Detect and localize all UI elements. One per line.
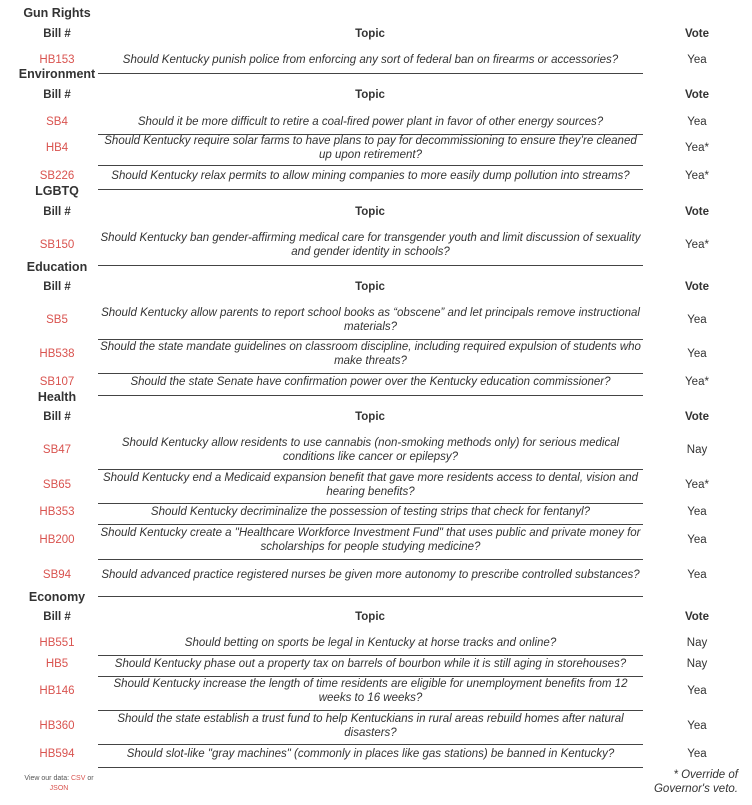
bill-link[interactable]: SB65	[42, 479, 72, 491]
bill-link[interactable]: SB94	[42, 569, 72, 581]
column-header-topic: Topic	[355, 411, 385, 423]
vote-value: Nay	[686, 658, 708, 670]
row-divider	[98, 744, 643, 745]
vote-value: Yea	[687, 116, 707, 128]
row-divider	[98, 710, 643, 711]
bill-link[interactable]: HB153	[39, 54, 75, 66]
topic-text: Should advanced practice registered nurses be given more autonomy to prescribe controlled substances?	[101, 569, 640, 581]
row-divider	[98, 395, 643, 396]
section-title-lgbtq: LGBTQ	[35, 184, 79, 198]
column-header-topic: Topic	[355, 28, 385, 40]
column-header-topic: Topic	[355, 611, 385, 623]
csv-link[interactable]: CSV	[70, 775, 86, 782]
vote-value: Yea*	[685, 239, 709, 251]
row-divider	[98, 524, 643, 525]
bill-link[interactable]: HB4	[45, 142, 69, 154]
column-header-bill: Bill #	[43, 89, 71, 101]
bill-link[interactable]: HB5	[45, 658, 69, 670]
topic-text: Should Kentucky increase the length of time residents are eligible for unemployment benefits from 12 weeks to 16 weeks?	[113, 678, 628, 704]
column-header-topic: Topic	[355, 89, 385, 101]
vote-value: Yea	[687, 314, 707, 326]
vote-value: Yea	[687, 569, 707, 581]
topic-text: Should Kentucky allow parents to report school books as “obscene” and let principals remove instructional materials?	[101, 307, 640, 333]
vote-value: Nay	[686, 637, 708, 649]
topic-text: Should Kentucky allow residents to use cannabis (non-smoking methods only) for serious medical conditions like cancer or epilepsy?	[121, 437, 620, 463]
row-divider	[98, 655, 643, 656]
section-title-health: Health	[37, 390, 77, 404]
bill-link[interactable]: HB200	[39, 534, 75, 546]
vote-value: Yea	[687, 506, 707, 518]
row-divider	[98, 503, 643, 504]
vote-value: Yea	[687, 534, 707, 546]
column-header-topic: Topic	[355, 206, 385, 218]
topic-text: Should Kentucky punish police from enforcing any sort of federal ban on firearms or accessories?	[122, 54, 619, 66]
bill-link[interactable]: HB594	[39, 748, 75, 760]
column-header-bill: Bill #	[43, 28, 71, 40]
topic-text: Should slot-like "gray machines" (commonly in places like gas stations) be banned in Kentucky?	[126, 748, 615, 760]
topic-text: Should Kentucky ban gender-affirming medical care for transgender youth and limit discussion of sexuality and gender identity in schools?	[100, 232, 641, 258]
column-header-topic: Topic	[355, 281, 385, 293]
bill-link[interactable]: SB107	[39, 376, 75, 388]
column-header-vote: Vote	[684, 611, 710, 623]
topic-text: Should Kentucky phase out a property tax on barrels of bourbon while it is still aging in storehouses?	[114, 658, 627, 670]
topic-text: Should Kentucky relax permits to allow mining companies to more easily dump pollution into streams?	[111, 170, 630, 182]
row-divider	[98, 469, 643, 470]
topic-text: Should Kentucky require solar farms to have plans to pay for decommissioning to ensure they’re cleaned up upon retirement?	[104, 135, 637, 161]
vote-value: Nay	[686, 444, 708, 456]
topic-text: Should it be more difficult to retire a coal-fired power plant in favor of other energy sources?	[137, 116, 604, 128]
vote-value: Yea*	[685, 142, 709, 154]
json-link[interactable]: JSON	[49, 785, 69, 792]
topic-text: Should Kentucky create a "Healthcare Workforce Investment Fund" that uses public and private money for scholarships for people studying medicine?	[100, 527, 641, 553]
row-divider	[98, 373, 643, 374]
column-header-vote: Vote	[684, 411, 710, 423]
section-title-environment: Environment	[18, 67, 96, 81]
column-header-bill: Bill #	[43, 411, 71, 423]
row-divider	[98, 265, 643, 266]
topic-text: Should betting on sports be legal in Kentucky at horse tracks and online?	[184, 637, 557, 649]
section-title-economy: Economy	[28, 590, 86, 604]
data-download	[20, 774, 98, 794]
bill-link[interactable]: SB4	[46, 116, 68, 128]
column-header-bill: Bill #	[43, 206, 71, 218]
topic-text: Should Kentucky decriminalize the possession of testing strips that check for fentanyl?	[150, 506, 591, 518]
bill-link[interactable]: HB353	[39, 506, 75, 518]
section-title-gun-rights: Gun Rights	[23, 6, 91, 20]
vote-value: Yea	[687, 54, 707, 66]
row-divider	[98, 559, 643, 560]
or-label: or	[87, 775, 94, 782]
bill-link[interactable]: HB146	[39, 685, 75, 697]
bill-link[interactable]: HB360	[39, 720, 75, 732]
row-divider	[98, 189, 643, 190]
column-header-vote: Vote	[684, 89, 710, 101]
topic-text: Should the state Senate have confirmation power over the Kentucky education commissioner?	[130, 376, 611, 388]
column-header-vote: Vote	[684, 281, 710, 293]
vote-value: Yea*	[685, 170, 709, 182]
bill-link[interactable]: SB150	[39, 239, 75, 251]
topic-text: Should the state mandate guidelines on classroom discipline, including required expulsion of students who make threats?	[100, 341, 641, 367]
vote-value: Yea	[687, 720, 707, 732]
bill-link[interactable]: SB226	[39, 170, 75, 182]
column-header-vote: Vote	[684, 28, 710, 40]
row-divider	[98, 73, 643, 74]
topic-text: Should Kentucky end a Medicaid expansion benefit that gave more residents access to dental, vision and hearing benefits?	[102, 472, 639, 498]
row-divider	[98, 767, 643, 768]
vote-value: Yea	[687, 748, 707, 760]
row-divider	[98, 165, 643, 166]
bill-link[interactable]: SB5	[46, 314, 68, 326]
vote-value: Yea*	[685, 479, 709, 491]
vote-value: Yea	[687, 685, 707, 697]
bill-link[interactable]: HB551	[39, 637, 75, 649]
vote-value: Yea*	[685, 376, 709, 388]
vote-value: Yea	[687, 348, 707, 360]
column-header-bill: Bill #	[43, 611, 71, 623]
section-title-education: Education	[26, 260, 88, 274]
row-divider	[98, 596, 643, 597]
data-download-label: View our data:	[24, 775, 70, 782]
bill-link[interactable]: HB538	[39, 348, 75, 360]
column-header-vote: Vote	[684, 206, 710, 218]
topic-text: Should the state establish a trust fund to help Kentuckians in rural areas rebuild homes after natural disasters?	[117, 713, 624, 739]
column-header-bill: Bill #	[43, 281, 71, 293]
bill-link[interactable]: SB47	[42, 444, 72, 456]
override-footnote: * Override of Governor's veto.	[653, 769, 738, 795]
